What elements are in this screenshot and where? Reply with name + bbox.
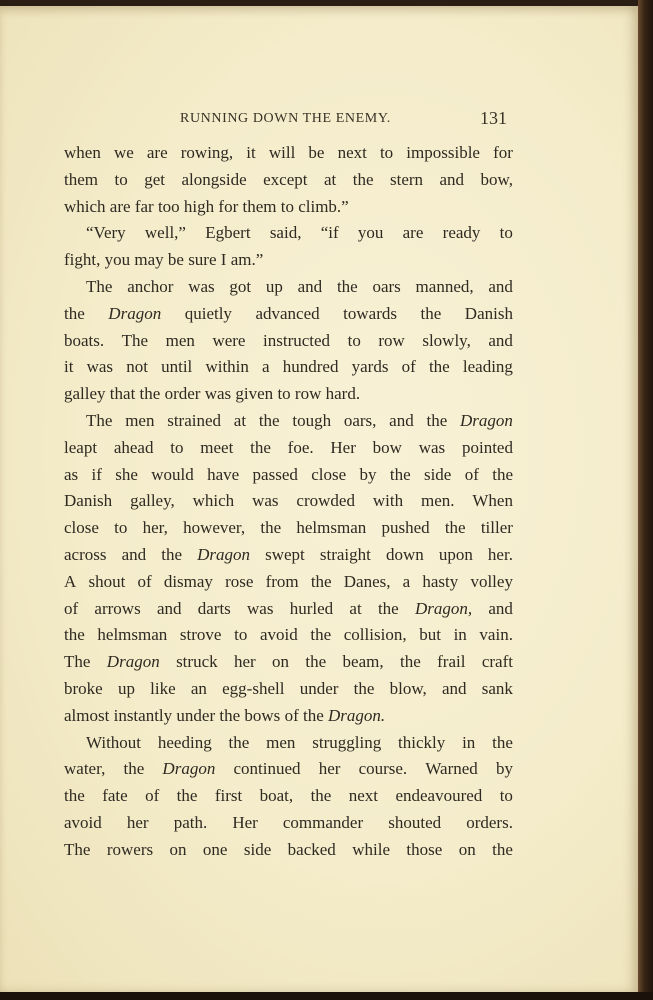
- word: the: [389, 464, 411, 484]
- word: under: [176, 705, 216, 725]
- word: them: [64, 169, 98, 189]
- word: that: [109, 384, 136, 404]
- word: hurled: [289, 598, 334, 618]
- text-line: [64, 703, 513, 730]
- word: to: [277, 384, 291, 404]
- word: orders.: [466, 812, 513, 832]
- word: alongside: [181, 169, 247, 189]
- word: Without: [86, 732, 142, 752]
- word: blow,: [389, 678, 427, 698]
- word: the: [310, 625, 332, 645]
- word: the: [336, 276, 358, 296]
- word: Egbert: [205, 223, 251, 243]
- word: said,: [269, 223, 302, 243]
- page-number: 131: [480, 108, 507, 128]
- word: rowers: [106, 839, 154, 859]
- word: was: [247, 598, 274, 618]
- word: The: [64, 839, 91, 859]
- book-edge-bottom: [0, 992, 653, 1000]
- word: impossible: [406, 143, 480, 162]
- word: men: [125, 410, 155, 430]
- word: side: [423, 464, 452, 484]
- text-line: [64, 274, 513, 301]
- word: high: [183, 196, 215, 216]
- word: upon: [438, 544, 473, 564]
- word: it: [246, 143, 256, 162]
- word: pointed: [461, 437, 513, 457]
- text-line: [64, 408, 513, 435]
- word: dismay: [163, 571, 213, 591]
- word: and: [156, 598, 182, 618]
- word: was: [188, 276, 215, 296]
- word: the: [64, 786, 85, 806]
- word: in: [462, 732, 476, 752]
- text-line: [64, 837, 513, 864]
- word: of: [401, 357, 416, 377]
- word: the: [302, 705, 324, 725]
- text-line: [64, 622, 513, 649]
- word: well,”: [144, 223, 186, 243]
- word: row: [378, 330, 405, 350]
- word: of: [137, 571, 152, 591]
- word: until: [161, 357, 193, 377]
- word: side: [243, 839, 272, 859]
- word: and: [442, 678, 467, 698]
- word: row: [294, 384, 322, 404]
- word: The: [121, 330, 149, 350]
- word: am.”: [230, 250, 264, 270]
- word: order: [164, 384, 201, 404]
- word: shouted: [388, 812, 442, 832]
- word: the: [428, 357, 450, 377]
- word: to: [114, 518, 128, 538]
- word: struck: [176, 652, 218, 672]
- word: the: [258, 410, 280, 430]
- text-line: [64, 140, 513, 167]
- text-line: [64, 462, 513, 489]
- word: course.: [358, 759, 408, 779]
- word: and: [121, 544, 147, 564]
- word: “Very: [86, 223, 126, 243]
- word: path.: [173, 812, 208, 832]
- word: instructed: [263, 330, 331, 350]
- word: was: [252, 491, 279, 511]
- word: by: [359, 464, 377, 484]
- running-head: RUNNING DOWN THE ENEMY.: [180, 111, 391, 126]
- word: in: [453, 625, 467, 645]
- word: of: [64, 598, 79, 618]
- word: the: [228, 732, 250, 752]
- word: leading: [462, 357, 513, 377]
- word: at: [349, 598, 362, 618]
- word: straight: [319, 544, 371, 564]
- word: you: [104, 250, 131, 270]
- word: while: [352, 839, 390, 859]
- word: a: [262, 357, 270, 377]
- word: thickly: [398, 732, 446, 752]
- word: Danish: [464, 303, 513, 323]
- word: the: [176, 786, 198, 806]
- word: when: [64, 143, 101, 162]
- word: her: [126, 812, 149, 832]
- word: helmsman: [296, 518, 367, 538]
- word: backed: [287, 839, 336, 859]
- word: the: [250, 437, 271, 457]
- word: from: [265, 571, 299, 591]
- word: boats.: [64, 330, 105, 350]
- word: which: [64, 196, 106, 216]
- word: frail: [437, 652, 466, 672]
- word: across: [64, 544, 107, 564]
- word: up: [117, 678, 135, 698]
- word: bows: [244, 705, 281, 725]
- word: which: [192, 491, 235, 511]
- word: may: [134, 250, 164, 270]
- word: meet: [200, 437, 234, 457]
- word: and: [488, 598, 513, 618]
- word: arrows: [94, 598, 141, 618]
- word: swept: [265, 544, 305, 564]
- text-line: [64, 676, 513, 703]
- text-line: [64, 488, 513, 515]
- word: was: [418, 437, 446, 457]
- word: pushed: [381, 518, 430, 538]
- word: shout: [88, 571, 126, 591]
- word: craft: [481, 652, 513, 672]
- word: the: [420, 303, 442, 323]
- word: within: [205, 357, 249, 377]
- word: avoid: [259, 625, 298, 645]
- word: The: [86, 410, 113, 430]
- word: her: [233, 652, 256, 672]
- word: tough: [292, 410, 332, 430]
- word: at: [233, 410, 247, 430]
- word: vain.: [479, 625, 513, 645]
- text-line: [64, 756, 513, 783]
- word: and: [389, 410, 414, 430]
- word: to: [234, 625, 248, 645]
- word: hard.: [325, 384, 361, 404]
- text-line: [64, 381, 513, 408]
- word: ready: [442, 223, 481, 243]
- word: oars,: [343, 410, 377, 430]
- word: the: [260, 518, 282, 538]
- word: an: [190, 678, 207, 698]
- word: under: [299, 678, 339, 698]
- word: if: [91, 464, 102, 484]
- word: given: [235, 384, 274, 404]
- word: anchor: [127, 276, 174, 296]
- text-line: [64, 247, 513, 274]
- word: to: [114, 169, 128, 189]
- word: crowded: [296, 491, 355, 511]
- word: at: [323, 169, 337, 189]
- text-line: [64, 167, 513, 194]
- word: close: [311, 464, 347, 484]
- word: bow,: [480, 169, 513, 189]
- word: I: [220, 250, 227, 270]
- word: Her: [232, 812, 258, 832]
- word: her.: [487, 544, 513, 564]
- word: are: [109, 196, 131, 216]
- word: next: [348, 786, 379, 806]
- text-line: [64, 328, 513, 355]
- word: strove: [179, 625, 222, 645]
- word: struggling: [312, 732, 382, 752]
- italic-word: Dragon: [197, 544, 250, 564]
- word: first: [214, 786, 243, 806]
- word: as: [64, 464, 79, 484]
- word: next: [337, 143, 367, 162]
- word: but: [419, 625, 441, 645]
- word: those: [406, 839, 443, 859]
- word: fate: [102, 786, 128, 806]
- word: sure: [188, 250, 217, 270]
- word: was: [204, 384, 232, 404]
- word: the: [377, 598, 399, 618]
- word: commander: [282, 812, 364, 832]
- word: the: [64, 303, 85, 323]
- word: on: [458, 839, 476, 859]
- word: to: [347, 330, 361, 350]
- word: her,: [142, 518, 168, 538]
- word: The: [64, 652, 91, 672]
- word: down: [385, 544, 424, 564]
- word: will: [268, 143, 296, 162]
- word: men.: [420, 491, 455, 511]
- word: darts: [197, 598, 231, 618]
- word: sank: [481, 678, 513, 698]
- body-text: [64, 140, 513, 864]
- word: be: [167, 250, 184, 270]
- word: are: [146, 143, 168, 162]
- word: to: [499, 223, 513, 243]
- text-line: [64, 435, 513, 462]
- word: rose: [225, 571, 254, 591]
- word: ahead: [113, 437, 154, 457]
- word: you: [357, 223, 384, 243]
- italic-word: Dragon: [460, 410, 513, 430]
- word: oars: [372, 276, 401, 296]
- word: leapt: [64, 437, 98, 457]
- word: endeavoured: [395, 786, 483, 806]
- word: “if: [320, 223, 339, 243]
- word: of: [284, 705, 299, 725]
- word: we: [113, 143, 134, 162]
- word: the: [492, 732, 513, 752]
- word: quietly: [184, 303, 232, 323]
- word: be: [308, 143, 325, 162]
- word: a: [402, 571, 411, 591]
- word: and: [297, 276, 323, 296]
- word: to: [280, 196, 294, 216]
- text-line: [64, 810, 513, 837]
- word: continued: [233, 759, 301, 779]
- word: however,: [183, 518, 246, 538]
- word: her: [318, 759, 341, 779]
- word: would: [151, 464, 194, 484]
- text-line: [64, 783, 513, 810]
- book-page: [0, 6, 638, 992]
- word: and: [488, 330, 513, 350]
- word: A: [64, 571, 77, 591]
- word: water,: [64, 759, 106, 779]
- word: of: [145, 786, 160, 806]
- word: with: [372, 491, 404, 511]
- text-line: [64, 542, 513, 569]
- word: yards: [351, 357, 389, 377]
- word: Her: [330, 437, 356, 457]
- word: fight,: [64, 250, 101, 270]
- word: almost: [64, 705, 110, 725]
- italic-word: Dragon,: [414, 598, 473, 618]
- word: the: [492, 839, 513, 859]
- word: it: [64, 357, 74, 377]
- word: on: [169, 839, 187, 859]
- word: men: [266, 732, 296, 752]
- word: the: [161, 544, 182, 564]
- text-line: [64, 569, 513, 596]
- word: were: [212, 330, 246, 350]
- word: volley: [470, 571, 513, 591]
- word: to: [170, 437, 184, 457]
- word: helmsman: [97, 625, 168, 645]
- word: climb.”: [298, 196, 349, 216]
- word: broke: [64, 678, 103, 698]
- word: are: [402, 223, 424, 243]
- word: except: [263, 169, 308, 189]
- word: the: [352, 169, 374, 189]
- word: and: [488, 276, 513, 296]
- word: The: [86, 276, 113, 296]
- word: for: [493, 143, 513, 162]
- word: towards: [343, 303, 397, 323]
- italic-word: Dragon.: [328, 705, 386, 725]
- word: instantly: [113, 705, 173, 725]
- word: of: [464, 464, 479, 484]
- word: the: [219, 705, 241, 725]
- word: strained: [167, 410, 222, 430]
- text-line: [64, 730, 513, 757]
- word: the: [310, 786, 332, 806]
- word: up: [265, 276, 283, 296]
- word: hasty: [422, 571, 459, 591]
- word: advanced: [255, 303, 320, 323]
- word: the: [305, 652, 327, 672]
- word: the: [139, 384, 161, 404]
- word: the: [353, 678, 375, 698]
- text-line: [64, 649, 513, 676]
- word: stern: [389, 169, 424, 189]
- word: and: [439, 169, 465, 189]
- word: Danes,: [343, 571, 391, 591]
- word: she: [115, 464, 138, 484]
- word: the: [399, 652, 421, 672]
- word: avoid: [64, 812, 102, 832]
- word: When: [472, 491, 513, 511]
- word: hundred: [282, 357, 339, 377]
- word: foe.: [287, 437, 314, 457]
- word: men: [165, 330, 195, 350]
- word: heeding: [157, 732, 212, 752]
- word: the: [444, 518, 466, 538]
- word: the: [64, 625, 85, 645]
- text-line: [64, 301, 513, 328]
- word: like: [150, 678, 176, 698]
- word: Danish: [64, 491, 113, 511]
- word: bow: [372, 437, 402, 457]
- word: collision,: [343, 625, 407, 645]
- word: got: [229, 276, 252, 296]
- word: one: [202, 839, 228, 859]
- word: beam,: [342, 652, 384, 672]
- word: the: [426, 410, 448, 430]
- italic-word: Dragon: [106, 652, 160, 672]
- word: galley: [64, 384, 106, 404]
- text-line: [64, 515, 513, 542]
- word: egg-shell: [222, 678, 285, 698]
- text-line: [64, 596, 513, 623]
- page-header: [0, 106, 638, 132]
- word: galley,: [130, 491, 175, 511]
- word: to: [499, 786, 513, 806]
- word: by: [495, 759, 513, 779]
- word: too: [157, 196, 180, 216]
- word: rowing,: [180, 143, 234, 162]
- word: them: [242, 196, 277, 216]
- text-line: [64, 194, 513, 221]
- word: boat,: [259, 786, 294, 806]
- word: get: [144, 169, 165, 189]
- word: manned,: [415, 276, 474, 296]
- word: have: [207, 464, 240, 484]
- italic-word: Dragon: [162, 759, 216, 779]
- word: on: [272, 652, 290, 672]
- word: tiller: [480, 518, 513, 538]
- word: far: [134, 196, 154, 216]
- word: for: [218, 196, 239, 216]
- word: passed: [252, 464, 298, 484]
- italic-word: Dragon: [108, 303, 162, 323]
- book-edge-right: [638, 0, 653, 1000]
- text-line: [64, 354, 513, 381]
- word: to: [379, 143, 394, 162]
- word: not: [126, 357, 148, 377]
- word: Warned: [425, 759, 478, 779]
- word: was: [86, 357, 114, 377]
- word: close: [64, 518, 99, 538]
- word: the: [310, 571, 332, 591]
- word: the: [123, 759, 145, 779]
- text-line: [64, 220, 513, 247]
- word: the: [492, 464, 513, 484]
- word: slowly,: [422, 330, 471, 350]
